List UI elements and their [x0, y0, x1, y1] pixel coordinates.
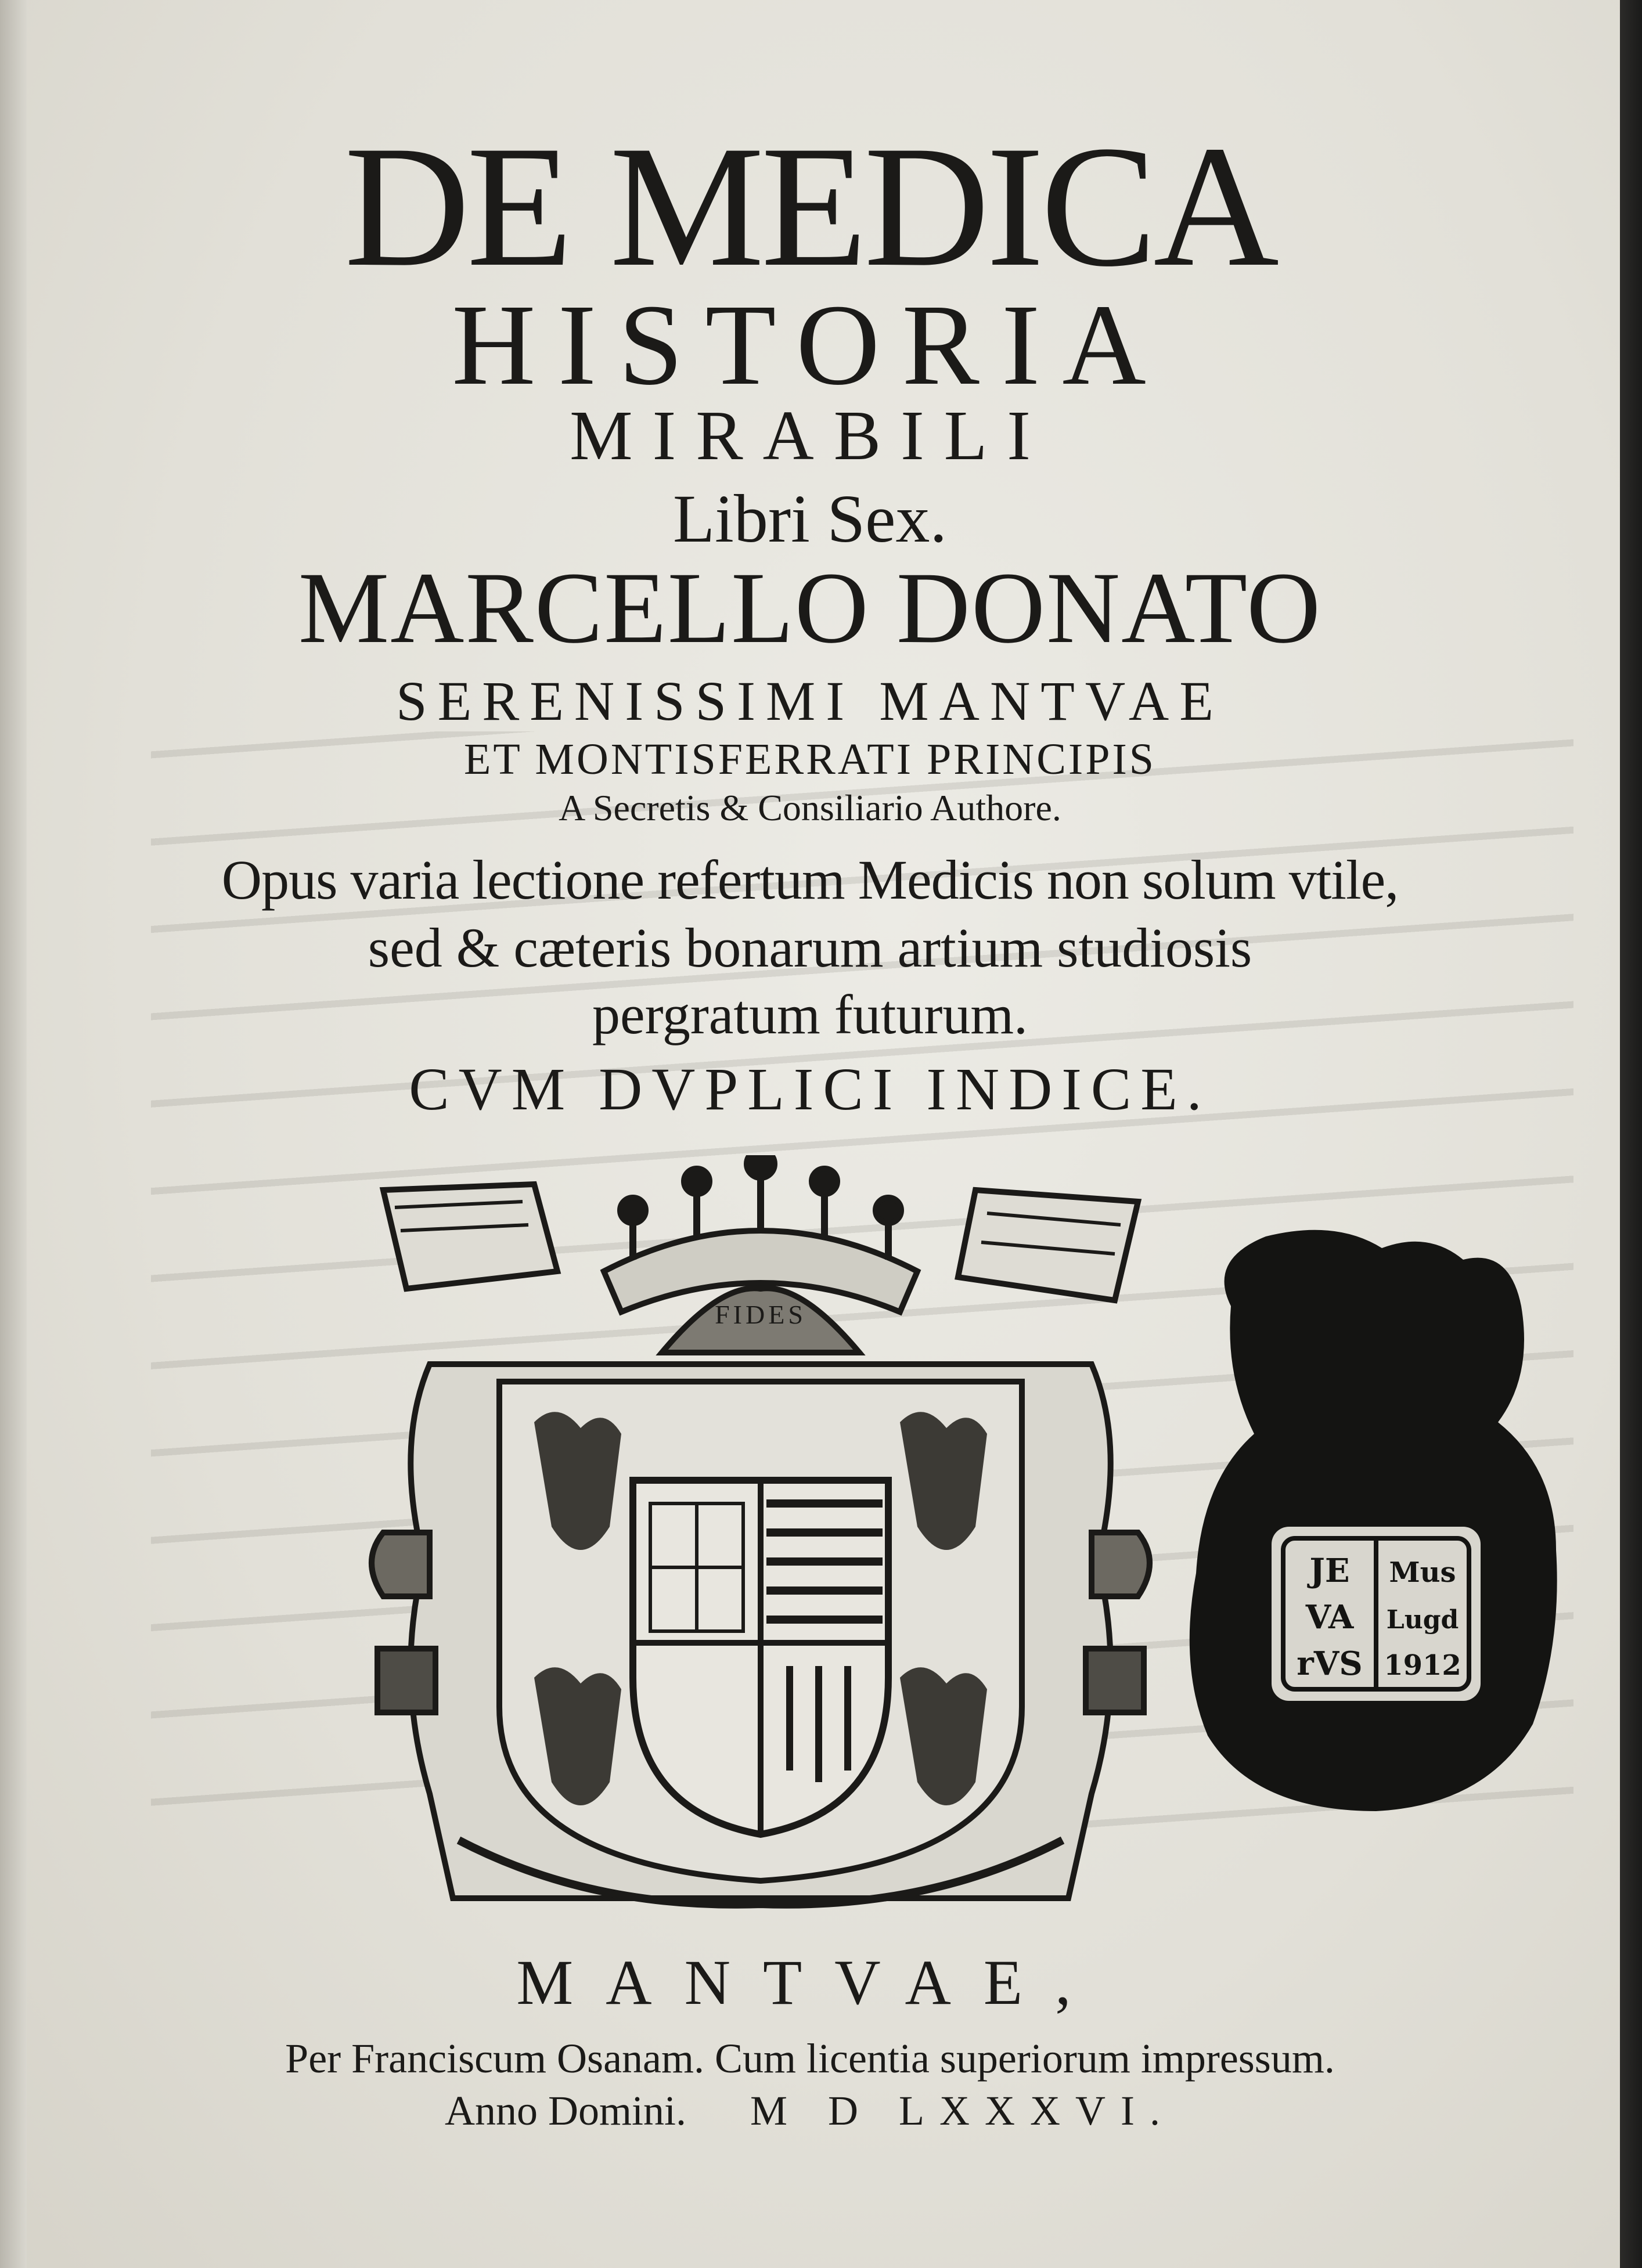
imprint-city: MANTVAE,	[516, 1947, 1104, 2018]
crest-motto: FIDES	[715, 1300, 806, 1329]
imprint-year-numeral: M D LXXXVI.	[750, 2087, 1175, 2134]
title-line-mirabili: MIRABILI	[570, 396, 1050, 475]
stamp-text-1: JE	[1309, 1552, 1350, 1590]
description-line1: Opus varia lectione refertum Medicis non solum vtile,	[221, 849, 1399, 911]
coat-of-arms-woodcut	[360, 1155, 1161, 1927]
author-name: MARCELLO DONATO	[298, 551, 1322, 665]
description-line2: sed & cæteris bonarum artium studiosis	[368, 917, 1252, 979]
author-title-line1: SERENISSIMI MANTVAE	[396, 670, 1224, 732]
stamp-text-2: Mus	[1389, 1556, 1456, 1589]
book-edge-shadow	[1620, 0, 1642, 2268]
title-line-de-medica: DE MEDICA	[344, 110, 1276, 302]
index-line: CVM DVPLICI INDICE.	[409, 1056, 1211, 1123]
author-title-line3: A Secretis & Consiliario Authore.	[559, 787, 1061, 828]
stamp-text-6: 1912	[1384, 1649, 1461, 1682]
imprint-year-label: Anno Domini.	[445, 2087, 687, 2134]
description-line3: pergratum futurum.	[592, 983, 1028, 1045]
imprint-printer: Per Franciscum Osanam. Cum licentia superiorum impressum.	[285, 2035, 1335, 2082]
stamp-text-5: rVS	[1297, 1645, 1363, 1683]
library-stamp	[1184, 1225, 1568, 1817]
title-line-historia: HISTORIA	[452, 281, 1168, 409]
title-line-libri-sex: Libri Sex.	[673, 481, 947, 557]
stamp-text-4: Lugd	[1386, 1605, 1459, 1635]
stamp-text-3: VA	[1305, 1598, 1354, 1636]
binding-edge	[0, 0, 27, 2268]
author-title-line2: ET MONTISFERRATI PRINCIPIS	[463, 735, 1157, 784]
imprint-year-line	[0, 2087, 1620, 2134]
